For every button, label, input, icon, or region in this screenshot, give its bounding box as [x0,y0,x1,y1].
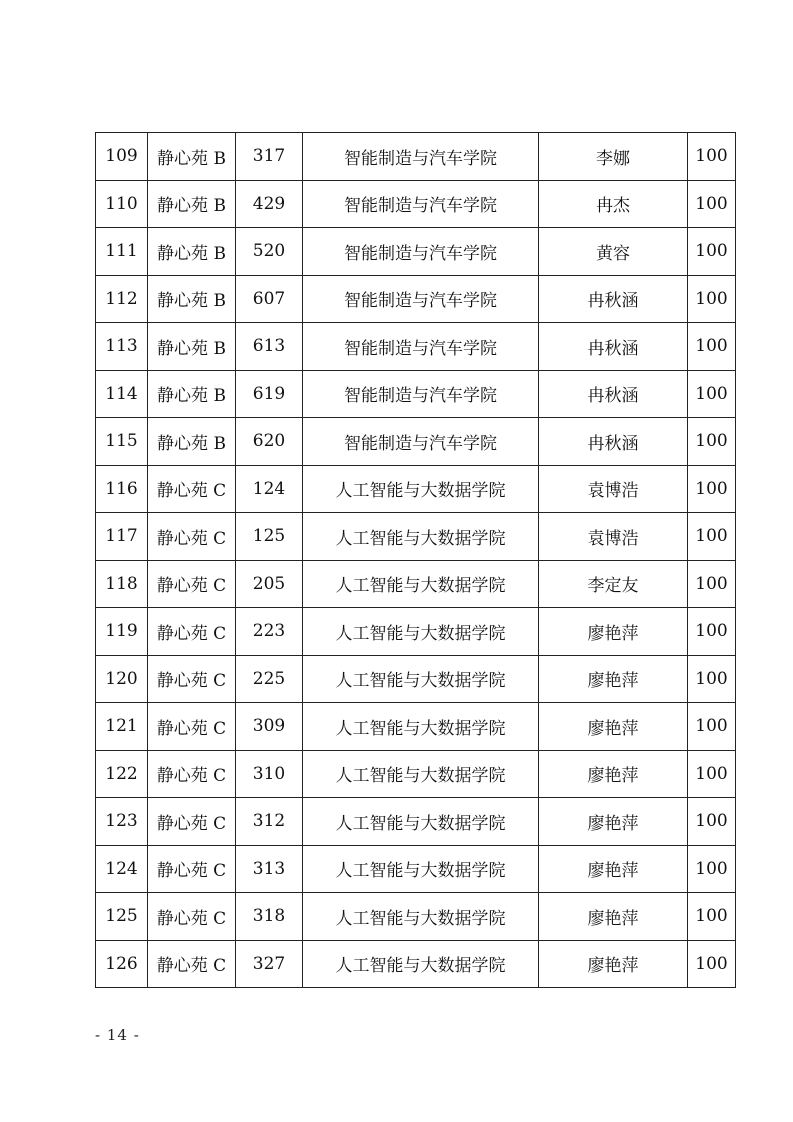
cell-room-number: 620 [236,418,303,466]
cell-score: 100 [688,133,736,181]
cell-score: 100 [688,465,736,513]
cell-person-in-charge: 廖艳萍 [539,750,688,798]
cell-person-in-charge: 廖艳萍 [539,845,688,893]
cell-room-number: 124 [236,465,303,513]
cell-room-number: 313 [236,845,303,893]
table-row [96,275,736,323]
page-number: - 14 - [95,1026,140,1044]
table-row [96,893,736,941]
cell-person-in-charge: 黄容 [539,228,688,276]
cell-building: 静心苑 B [148,275,236,323]
cell-building: 静心苑 B [148,228,236,276]
cell-score: 100 [688,560,736,608]
cell-serial-number: 120 [96,655,148,703]
cell-college: 人工智能与大数据学院 [303,608,539,656]
cell-score: 100 [688,608,736,656]
cell-building: 静心苑 C [148,845,236,893]
cell-score: 100 [688,180,736,228]
cell-college: 人工智能与大数据学院 [303,798,539,846]
cell-room-number: 225 [236,655,303,703]
cell-person-in-charge: 李娜 [539,133,688,181]
cell-building: 静心苑 C [148,703,236,751]
cell-serial-number: 111 [96,228,148,276]
cell-serial-number: 117 [96,513,148,561]
cell-serial-number: 115 [96,418,148,466]
table-row [96,323,736,371]
cell-room-number: 317 [236,133,303,181]
cell-room-number: 309 [236,703,303,751]
cell-serial-number: 118 [96,560,148,608]
table-row [96,180,736,228]
cell-building: 静心苑 C [148,608,236,656]
cell-score: 100 [688,323,736,371]
cell-person-in-charge: 廖艳萍 [539,655,688,703]
table-row [96,798,736,846]
cell-college: 智能制造与汽车学院 [303,370,539,418]
cell-building: 静心苑 B [148,133,236,181]
table-row [96,845,736,893]
cell-person-in-charge: 冉秋涵 [539,323,688,371]
cell-serial-number: 114 [96,370,148,418]
table-row [96,750,736,798]
cell-room-number: 429 [236,180,303,228]
cell-room-number: 312 [236,798,303,846]
cell-serial-number: 123 [96,798,148,846]
cell-score: 100 [688,513,736,561]
cell-score: 100 [688,418,736,466]
table-row [96,133,736,181]
cell-college: 智能制造与汽车学院 [303,418,539,466]
table-row [96,940,736,988]
cell-serial-number: 122 [96,750,148,798]
cell-score: 100 [688,798,736,846]
cell-person-in-charge: 冉杰 [539,180,688,228]
cell-score: 100 [688,893,736,941]
cell-person-in-charge: 廖艳萍 [539,608,688,656]
cell-building: 静心苑 B [148,418,236,466]
cell-building: 静心苑 C [148,893,236,941]
cell-building: 静心苑 B [148,370,236,418]
cell-serial-number: 126 [96,940,148,988]
cell-person-in-charge: 廖艳萍 [539,893,688,941]
cell-person-in-charge: 廖艳萍 [539,798,688,846]
cell-serial-number: 110 [96,180,148,228]
cell-room-number: 613 [236,323,303,371]
cell-serial-number: 124 [96,845,148,893]
cell-college: 智能制造与汽车学院 [303,133,539,181]
cell-serial-number: 112 [96,275,148,323]
cell-college: 智能制造与汽车学院 [303,228,539,276]
cell-serial-number: 116 [96,465,148,513]
table-row [96,608,736,656]
cell-college: 人工智能与大数据学院 [303,940,539,988]
cell-room-number: 318 [236,893,303,941]
cell-college: 人工智能与大数据学院 [303,465,539,513]
cell-building: 静心苑 C [148,560,236,608]
cell-score: 100 [688,703,736,751]
cell-room-number: 327 [236,940,303,988]
cell-building: 静心苑 C [148,798,236,846]
table-row [96,655,736,703]
cell-score: 100 [688,370,736,418]
dormitory-score-table [95,132,736,988]
cell-building: 静心苑 B [148,323,236,371]
cell-serial-number: 125 [96,893,148,941]
table-body [96,133,736,988]
cell-college: 人工智能与大数据学院 [303,655,539,703]
cell-serial-number: 121 [96,703,148,751]
table-row [96,560,736,608]
cell-room-number: 607 [236,275,303,323]
cell-serial-number: 119 [96,608,148,656]
cell-person-in-charge: 廖艳萍 [539,703,688,751]
cell-person-in-charge: 冉秋涵 [539,418,688,466]
cell-person-in-charge: 廖艳萍 [539,940,688,988]
cell-room-number: 205 [236,560,303,608]
cell-score: 100 [688,655,736,703]
cell-score: 100 [688,750,736,798]
cell-score: 100 [688,940,736,988]
table-row [96,513,736,561]
cell-score: 100 [688,275,736,323]
cell-college: 人工智能与大数据学院 [303,750,539,798]
cell-person-in-charge: 袁博浩 [539,513,688,561]
cell-college: 人工智能与大数据学院 [303,893,539,941]
table-row [96,703,736,751]
cell-person-in-charge: 袁博浩 [539,465,688,513]
cell-serial-number: 113 [96,323,148,371]
cell-person-in-charge: 冉秋涵 [539,275,688,323]
cell-room-number: 310 [236,750,303,798]
table-row [96,465,736,513]
cell-college: 人工智能与大数据学院 [303,703,539,751]
cell-room-number: 619 [236,370,303,418]
cell-college: 智能制造与汽车学院 [303,323,539,371]
cell-room-number: 223 [236,608,303,656]
table-row [96,228,736,276]
cell-serial-number: 109 [96,133,148,181]
cell-person-in-charge: 冉秋涵 [539,370,688,418]
cell-score: 100 [688,845,736,893]
table-row [96,418,736,466]
cell-college: 人工智能与大数据学院 [303,513,539,561]
cell-building: 静心苑 C [148,465,236,513]
cell-room-number: 125 [236,513,303,561]
cell-score: 100 [688,228,736,276]
cell-college: 智能制造与汽车学院 [303,275,539,323]
cell-building: 静心苑 C [148,750,236,798]
cell-person-in-charge: 李定友 [539,560,688,608]
cell-building: 静心苑 C [148,513,236,561]
cell-room-number: 520 [236,228,303,276]
table-row [96,370,736,418]
cell-college: 人工智能与大数据学院 [303,560,539,608]
cell-building: 静心苑 B [148,180,236,228]
cell-college: 智能制造与汽车学院 [303,180,539,228]
cell-building: 静心苑 C [148,655,236,703]
cell-building: 静心苑 C [148,940,236,988]
cell-college: 人工智能与大数据学院 [303,845,539,893]
